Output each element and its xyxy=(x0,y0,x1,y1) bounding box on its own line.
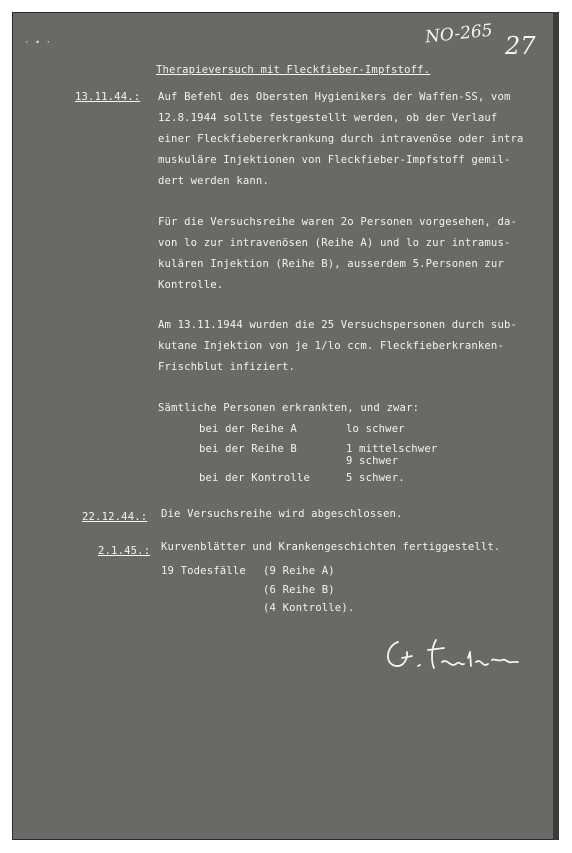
entry-date-3: 2.1.45.: xyxy=(98,545,151,557)
text-line: einer Fleckfiebererkrankung durch intravenöse oder intra xyxy=(158,133,524,145)
deaths-total: 19 Todesfälle xyxy=(161,565,246,577)
text-line: Auf Befehl des Obersten Hygienikers der Waffen-SS, vom xyxy=(158,91,511,103)
archive-doc-number: NO-265 xyxy=(424,20,494,48)
archive-page-number: 27 xyxy=(505,32,536,60)
signature-scrawl xyxy=(378,628,538,678)
punch-marks: · ∙ · xyxy=(24,38,52,48)
document-title: Therapieversuch mit Fleckfieber-Impfstoff. xyxy=(156,64,431,76)
text-line: 12.8.1944 sollte festgestellt werden, ob der Verlauf xyxy=(158,112,498,124)
result-group: bei der Reihe B xyxy=(199,443,297,455)
text-line: Für die Versuchsreihe waren 2o Personen vorgesehen, da- xyxy=(158,216,518,228)
result-outcome: 9 schwer xyxy=(346,455,399,467)
entry-date-2: 22.12.44.: xyxy=(82,511,148,523)
entry2-text: Die Versuchsreihe wird abgeschlossen. xyxy=(161,508,403,520)
text-line: muskuläre Injektionen von Fleckfieber-Impfstoff gemil- xyxy=(158,154,511,166)
deaths-breakdown: (9 Reihe A) xyxy=(263,565,335,577)
results-intro: Sämtliche Personen erkrankten, und zwar: xyxy=(158,402,420,414)
result-group: bei der Reihe A xyxy=(199,423,297,435)
result-group: bei der Kontrolle xyxy=(199,472,310,484)
text-line: kulären Injektion (Reihe B), ausserdem 5.Personen zur xyxy=(158,258,504,270)
result-outcome: 1 mittelschwer xyxy=(346,443,438,455)
deaths-breakdown: (6 Reihe B) xyxy=(263,584,335,596)
sheet-edge-shadow xyxy=(553,12,559,840)
text-line: von lo zur intravenösen (Reihe A) und lo zur intramus- xyxy=(158,237,511,249)
deaths-breakdown: (4 Kontrolle). xyxy=(263,602,355,614)
result-outcome: 5 schwer. xyxy=(346,472,405,484)
text-line: dert werden kann. xyxy=(158,175,269,187)
entry-date-1: 13.11.44.: xyxy=(75,91,141,103)
result-outcome: lo schwer xyxy=(346,423,405,435)
text-line: Frischblut infiziert. xyxy=(158,361,296,373)
entry3-text: Kurvenblätter und Krankengeschichten fertiggestellt. xyxy=(161,541,501,553)
text-line: Am 13.11.1944 wurden die 25 Versuchspersonen durch sub- xyxy=(158,319,518,331)
text-line: kutane Injektion von je 1/lo ccm. Fleckfieberkranken- xyxy=(158,340,504,352)
text-line: Kontrolle. xyxy=(158,279,224,291)
